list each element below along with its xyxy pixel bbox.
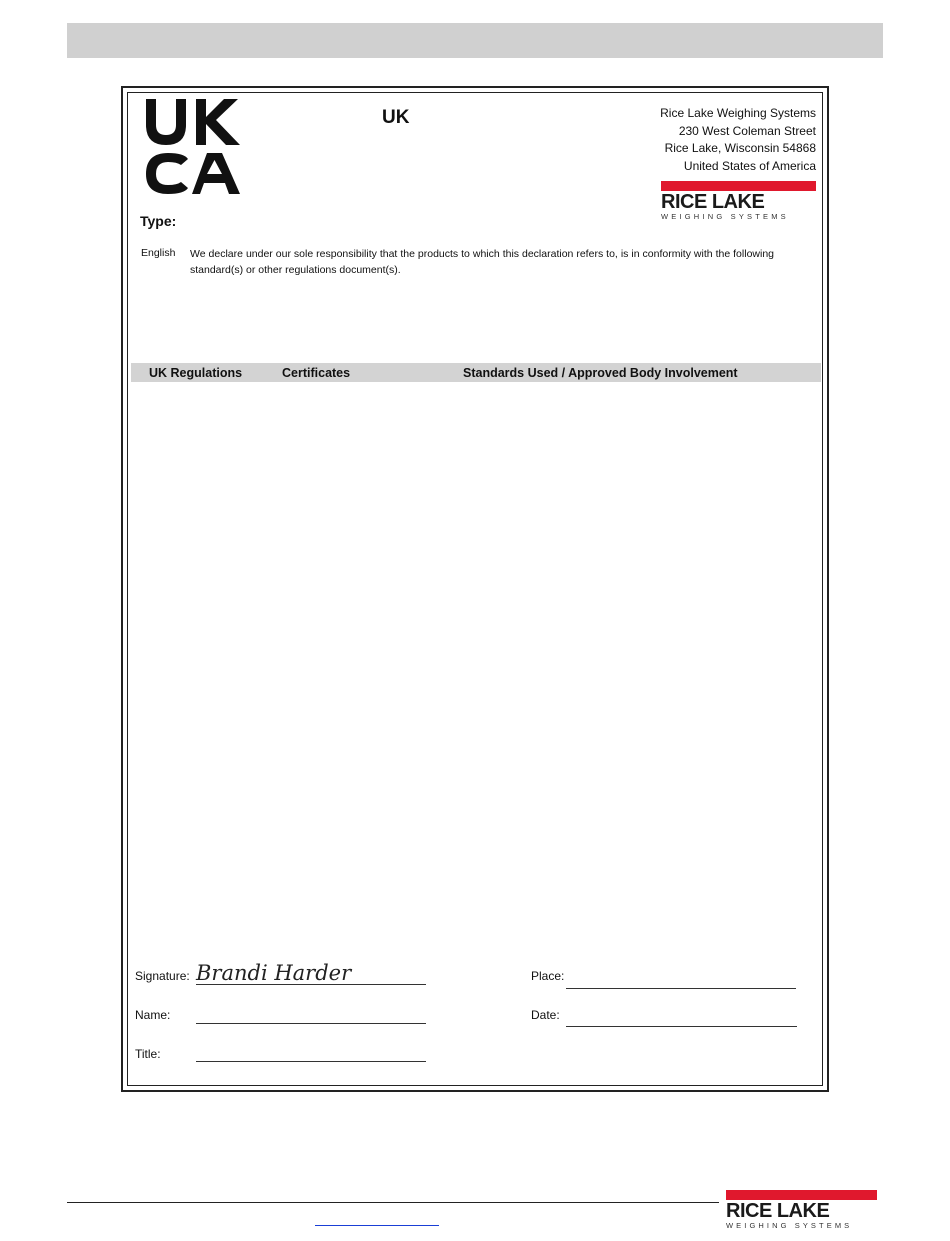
company-country: United States of America (683, 158, 816, 173)
declaration-document (121, 86, 829, 1092)
rice-lake-logo (661, 181, 816, 221)
header-band (67, 23, 883, 58)
logo-wordmark: RICE LAKE (661, 191, 765, 213)
place-line (566, 988, 796, 989)
type-label: Type: (140, 213, 177, 229)
company-city: Rice Lake, Wisconsin 54868 (664, 141, 816, 155)
regulations-table-header (131, 363, 821, 382)
title-line (196, 1061, 426, 1062)
company-name: Rice Lake Weighing Systems (660, 106, 816, 120)
footer-link[interactable] (315, 1225, 439, 1226)
ukca-mark-icon (144, 97, 244, 195)
company-street: 230 West Coleman Street (678, 123, 816, 138)
footer-logo-wordmark: RICE LAKE (726, 1200, 830, 1222)
company-address (660, 105, 816, 221)
declaration-language: English (141, 247, 176, 259)
footer-logo (726, 1190, 877, 1230)
column-header-standards: Standards Used / Approved Body Involvement (463, 366, 738, 380)
name-line (196, 1023, 426, 1024)
title-label: Title: (135, 1047, 161, 1061)
footer-logo-subtitle: WEIGHING SYSTEMS (726, 1221, 853, 1230)
document-inner-border (127, 92, 823, 1086)
declaration-text: We declare under our sole responsibility that the products to which this declaration refers to, is in conformity with the following standard(s) or other regulations document(s). (190, 248, 774, 276)
logo-subtitle: WEIGHING SYSTEMS (661, 212, 789, 221)
place-label: Place: (531, 969, 565, 983)
name-label: Name: (135, 1008, 171, 1022)
signature-line (196, 984, 426, 985)
date-label: Date: (531, 1008, 560, 1022)
footer-rule (67, 1202, 719, 1203)
signature: Brandi Harder (196, 961, 352, 985)
date-line (566, 1026, 797, 1027)
column-header-regulations: UK Regulations (149, 366, 243, 380)
signature-label: Signature: (135, 969, 190, 983)
uk-heading: UK (382, 107, 410, 128)
column-header-certificates: Certificates (282, 366, 351, 380)
